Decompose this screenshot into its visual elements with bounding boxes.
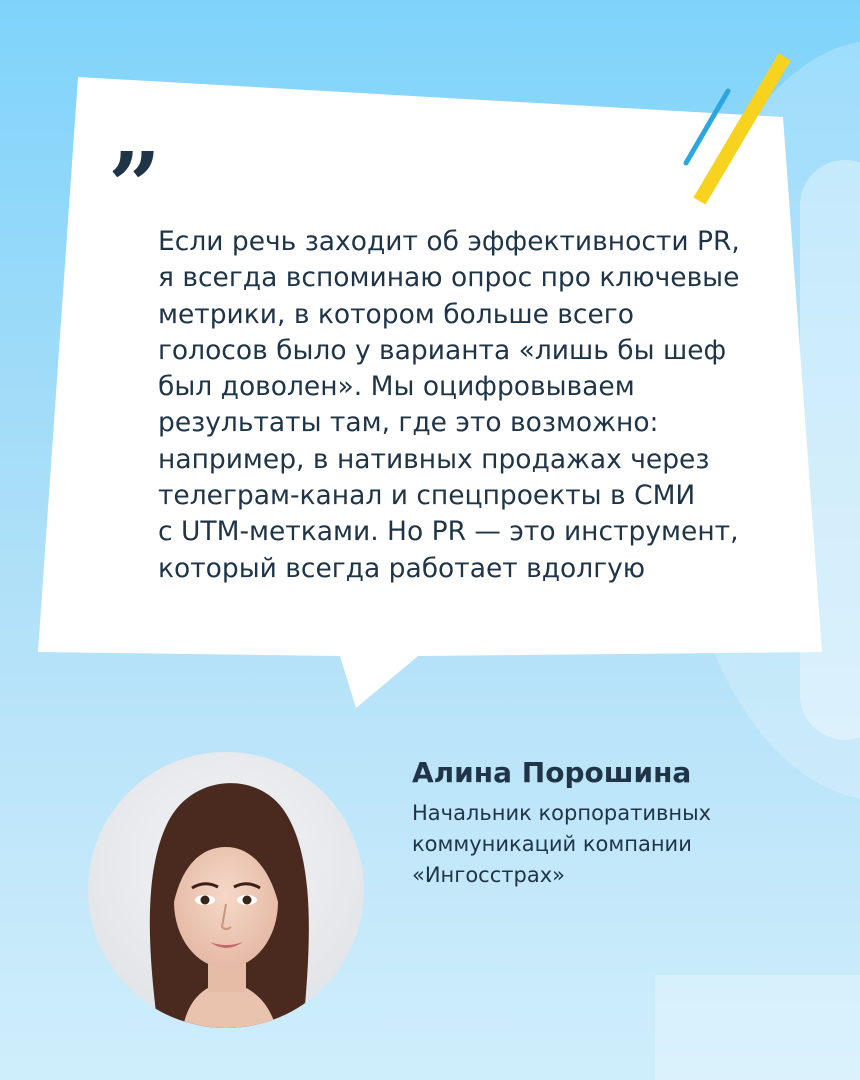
quote-line: например, в нативных продажах через xyxy=(158,443,710,475)
author-title-line: «Ингосстрах» xyxy=(412,863,565,887)
decor-rect xyxy=(655,975,860,1080)
quote-line: метрики, в котором больше всего xyxy=(158,298,634,330)
closing-quote-icon: ” xyxy=(108,132,161,240)
quote-line: который всегда работает вдолгую xyxy=(158,552,646,584)
quote-line: был доволен». Мы оцифровываем xyxy=(158,371,635,403)
author-title-line: Начальник корпоративных xyxy=(412,801,712,825)
author-photo xyxy=(88,752,364,1028)
author-name: Алина Порошина xyxy=(412,756,692,789)
quote-line: голосов было у варианта «лишь бы шеф xyxy=(158,334,727,366)
quote-line: телеграм-канал и спецпроекты в СМИ xyxy=(158,480,696,512)
quote-text xyxy=(158,224,798,587)
quote-line: Если речь заходит об эффективности PR, xyxy=(158,226,740,257)
quote-line: с UTM-метками. Но PR — это инструмент, xyxy=(158,516,739,548)
quote-line: результаты там, где это возможно: xyxy=(158,407,659,439)
author-title xyxy=(412,798,832,891)
quote-line: я всегда вспоминаю опрос про ключевые xyxy=(158,262,740,294)
author-title-line: коммуникаций компании xyxy=(412,832,692,856)
